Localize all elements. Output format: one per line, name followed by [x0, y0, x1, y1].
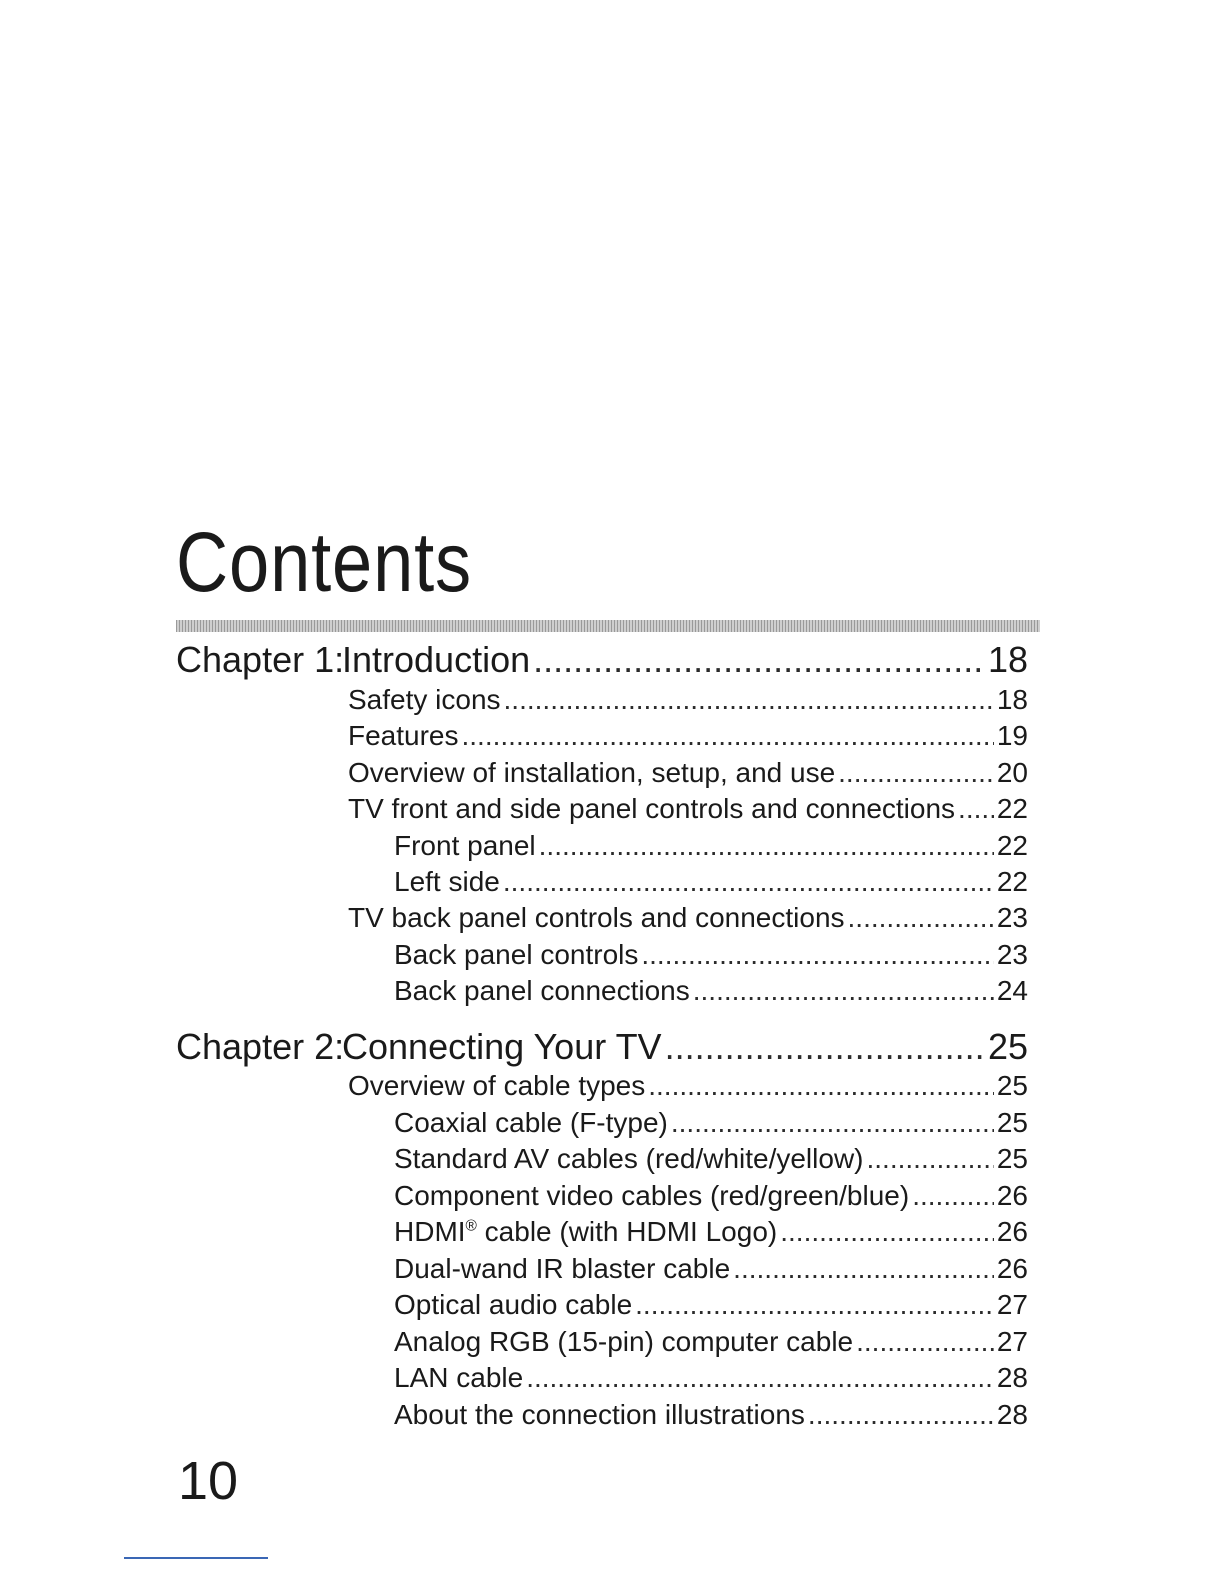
toc-entry[interactable] [348, 791, 1028, 827]
entry-label: TV front and side panel controls and connections [348, 793, 956, 824]
entry-label: Front panel [394, 830, 536, 861]
entry-page: 24 [996, 975, 1028, 1006]
toc-entry[interactable] [394, 937, 1028, 973]
dot-leader [648, 1068, 994, 1104]
dot-leader [671, 1105, 994, 1141]
toc-entry[interactable] [394, 1360, 1028, 1396]
dot-leader [539, 828, 994, 864]
entry-label: Safety icons [348, 684, 501, 715]
chapter-page: 18 [987, 639, 1028, 680]
title-rule [176, 620, 1040, 632]
toc-entry[interactable] [394, 1397, 1028, 1433]
entry-page: 25 [996, 1143, 1028, 1174]
dot-leader [867, 1141, 994, 1177]
entry-label: Component video cables (red/green/blue) [394, 1180, 910, 1211]
entry-label: Standard AV cables (red/white/yellow) [394, 1143, 864, 1174]
dot-leader [533, 638, 985, 682]
entry-label: Left side [394, 866, 500, 897]
toc-entry[interactable] [348, 718, 1028, 754]
toc-chapter-1[interactable] [176, 638, 1028, 682]
toc-entry[interactable] [394, 1251, 1028, 1287]
entry-page: 26 [996, 1253, 1028, 1284]
bottom-rule [124, 1557, 268, 1559]
entry-page: 28 [996, 1399, 1028, 1430]
dot-leader [838, 755, 994, 791]
entry-label: Back panel controls [394, 939, 639, 970]
toc-entry[interactable] [394, 1214, 1028, 1250]
toc-entry[interactable] [394, 1324, 1028, 1360]
chapter-number: Chapter 1: [176, 639, 345, 680]
dot-leader [503, 864, 994, 900]
dot-leader [635, 1287, 994, 1323]
entry-page: 25 [996, 1070, 1028, 1101]
entry-label: HDMI® cable (with HDMI Logo) [394, 1216, 778, 1247]
entry-label: About the connection illustrations [394, 1399, 805, 1430]
entry-label: Overview of installation, setup, and use [348, 757, 836, 788]
entry-label: TV back panel controls and connections [348, 902, 845, 933]
toc-entry[interactable] [348, 900, 1028, 936]
entry-label: Analog RGB (15-pin) computer cable [394, 1326, 854, 1357]
dot-leader [641, 937, 993, 973]
entry-page: 27 [996, 1326, 1028, 1357]
entry-page: 25 [996, 1107, 1028, 1138]
dot-leader [665, 1025, 985, 1069]
dot-leader [462, 718, 994, 754]
chapter-page: 25 [987, 1026, 1028, 1067]
entry-label: Optical audio cable [394, 1289, 633, 1320]
toc-entry[interactable] [348, 755, 1028, 791]
toc-chapter-2[interactable] [176, 1025, 1028, 1069]
entry-label: LAN cable [394, 1362, 524, 1393]
dot-leader [808, 1397, 994, 1433]
entry-page: 23 [996, 902, 1028, 933]
entry-page: 26 [996, 1180, 1028, 1211]
entry-page: 20 [996, 757, 1028, 788]
toc-entry[interactable] [394, 864, 1028, 900]
entry-label: Back panel connections [394, 975, 690, 1006]
toc-entry[interactable] [394, 828, 1028, 864]
entry-label: Overview of cable types [348, 1070, 646, 1101]
dot-leader [733, 1251, 994, 1287]
entry-page: 23 [996, 939, 1028, 970]
entry-label: Features [348, 720, 459, 751]
dot-leader [504, 682, 994, 718]
page-title: Contents [176, 515, 473, 609]
entry-page: 22 [996, 793, 1028, 824]
chapter-title: Connecting Your TV [342, 1026, 662, 1067]
page-number: 10 [178, 1451, 239, 1511]
entry-page: 26 [996, 1216, 1028, 1247]
dot-leader [526, 1360, 994, 1396]
toc-entry[interactable] [348, 1068, 1028, 1104]
dot-leader [693, 973, 994, 1009]
chapter-title: Introduction [342, 639, 531, 680]
toc-entry[interactable] [394, 1141, 1028, 1177]
toc-entry[interactable] [348, 682, 1028, 718]
entry-page: 27 [996, 1289, 1028, 1320]
entry-page: 18 [996, 684, 1028, 715]
entry-page: 28 [996, 1362, 1028, 1393]
entry-label: Coaxial cable (F-type) [394, 1107, 668, 1138]
toc-entry[interactable] [394, 1178, 1028, 1214]
dot-leader [848, 900, 994, 936]
dot-leader [856, 1324, 994, 1360]
dot-leader [958, 791, 994, 827]
toc-entry[interactable] [394, 973, 1028, 1009]
toc-entry[interactable] [394, 1105, 1028, 1141]
dot-leader [912, 1178, 994, 1214]
entry-page: 22 [996, 830, 1028, 861]
entry-label: Dual-wand IR blaster cable [394, 1253, 731, 1284]
dot-leader [780, 1214, 994, 1250]
toc-entry[interactable] [394, 1287, 1028, 1323]
chapter-number: Chapter 2: [176, 1026, 345, 1067]
entry-page: 22 [996, 866, 1028, 897]
entry-page: 19 [996, 720, 1028, 751]
